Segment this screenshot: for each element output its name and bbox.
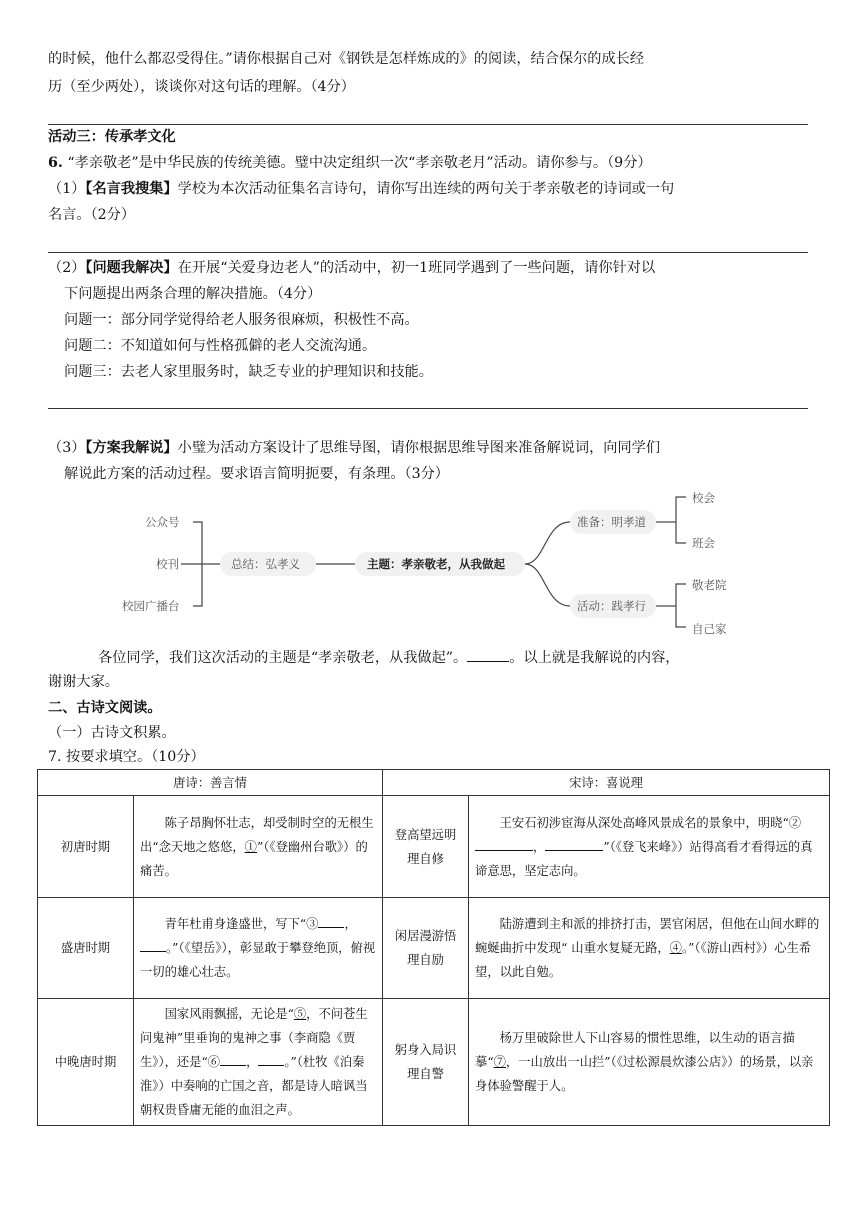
- table-row: [38, 796, 830, 898]
- activity3-title: 活动三：传承孝文化: [48, 129, 176, 145]
- act-bracket: [676, 584, 686, 627]
- theme-cell: 躬身入局识理自警: [383, 999, 469, 1126]
- mind-map: [100, 488, 750, 643]
- tang-text: ”（《登幽州台歌》）的痛苦。: [140, 839, 368, 878]
- tang-cell: [134, 999, 383, 1126]
- song-text: ，: [533, 839, 546, 854]
- problem-1: 问题一：部分同学觉得给老人服务很麻烦，积极性不高。: [64, 312, 419, 328]
- center-node: 主题：孝亲敬老，从我做起: [367, 557, 505, 571]
- connector: [525, 522, 570, 564]
- blank-6a[interactable]: [220, 1051, 246, 1066]
- leaf-xiaohui: 校会: [692, 491, 715, 505]
- table-row: [38, 999, 830, 1126]
- tang-text: 陈子昂胸怀壮志，却受制时空的无根生出“念天地之悠悠，: [140, 815, 374, 854]
- speech-line-2: 谢谢大家。: [48, 674, 119, 690]
- song-text: ，一山放出一山拦”（《过松源晨炊漆公店》）的场景，以亲身体验警醒于人。: [475, 1055, 814, 1093]
- speech-part-a: 各位同学，我们这次活动的主题是“孝亲敬老，从我做起”。: [98, 650, 468, 666]
- period-cell: 初唐时期: [38, 796, 134, 898]
- q6-p3-prefix: （3）: [48, 440, 86, 456]
- q6-p2-bracket: 【问题我解决】: [85, 260, 178, 276]
- prep-bracket: [676, 497, 686, 543]
- song-text: 陆游遭到主和派的排挤打击，罢官闲居，但他在山间水畔的蜿蜒曲折中发现“ 山重水复疑无路，: [475, 917, 820, 955]
- q6-p1-prefix: （1）: [48, 181, 86, 197]
- q6-p1-line-2: 名言。（2分）: [48, 207, 136, 223]
- q5-line-2: 历（至少两处），谈谈你对这句话的理解。（4分）: [48, 79, 355, 95]
- blank-2b[interactable]: [545, 836, 603, 851]
- tang-cell: [134, 796, 383, 898]
- blank-7[interactable]: ⑦: [493, 1055, 506, 1069]
- blank-3a[interactable]: [318, 913, 344, 928]
- problem-2: 问题二：不知道如何与性格孤僻的老人交流沟通。: [64, 338, 377, 354]
- song-text: 。”（《游山西村》）心生希望，以此自勉。: [475, 941, 812, 979]
- song-cell: [469, 796, 830, 898]
- speech-blank[interactable]: [467, 647, 509, 662]
- summary-node: 总结：弘孝义: [231, 557, 300, 571]
- q6-p1-text: 学校为本次活动征集名言诗句，请你写出连续的两句关于孝亲敬老的诗词或一句: [177, 181, 675, 197]
- leaf-xiaokan: 校刊: [156, 557, 179, 571]
- q6-p2-prefix: （2）: [48, 260, 86, 276]
- answer-line: [48, 408, 808, 409]
- speech-line-1: [98, 647, 679, 668]
- section2-sub: （一）古诗文积累。: [48, 725, 176, 741]
- q6-p1-bracket: 【名言我搜集】: [85, 181, 178, 197]
- theme-cell: 登高望远明理自修: [383, 796, 469, 898]
- q7-title: 7. 按要求填空。（10分）: [48, 749, 205, 765]
- tang-text: 。”（杜牧《泊秦淮》）中奏响的亡国之音，都是诗人暗讽当朝权贵昏庸无能的血泪之声。: [140, 1055, 368, 1117]
- table-header-row: [38, 770, 830, 796]
- q5-line-1: 的时候，他什么都忍受得住。”请你根据自己对《钢铁是怎样炼成的》的阅读，结合保尔的成长经: [48, 51, 645, 67]
- header-tang: 唐诗：善言情: [38, 770, 383, 796]
- period-cell: 中晚唐时期: [38, 999, 134, 1126]
- period-cell: 盛唐时期: [38, 898, 134, 999]
- q6-p3-line-2: 解说此方案的活动过程。要求语言简明扼要，有条理。（3分）: [64, 466, 449, 482]
- q6-p1-line-1: [48, 179, 674, 199]
- answer-line: [48, 252, 808, 253]
- tang-text: 青年杜甫身逢盛世，写下“③: [164, 917, 319, 931]
- blank-3b[interactable]: [140, 937, 166, 952]
- q6-p3-text: 小璧为活动方案设计了思维导图，请你根据思维导图来准备解说词，向同学们: [177, 440, 661, 456]
- q6-intro-text: “孝亲敬老”是中华民族的传统美德。璧中决定组织一次“孝亲敬老月”活动。请你参与。（9分）: [62, 155, 652, 171]
- tang-text: ，不问苍生问鬼神”里垂询的鬼神之事（李商隐《贾生》），还是“⑥: [140, 1007, 368, 1069]
- section2-title: 二、古诗文阅读。: [48, 700, 162, 716]
- header-song: 宋诗：喜说理: [383, 770, 830, 796]
- q6-p3-line-1: [48, 438, 660, 458]
- song-text: 王安石初涉宦海从深处高峰风景成名的景象中，明晓“②: [499, 815, 802, 830]
- tang-text: ，: [344, 917, 357, 931]
- leaf-gongzhonghao: 公众号: [145, 515, 180, 529]
- song-cell: [469, 898, 830, 999]
- blank-6b[interactable]: [258, 1051, 284, 1066]
- leaf-banhui: 班会: [692, 536, 715, 550]
- tang-text: 国家风雨飘摇，无论是“: [164, 1007, 294, 1021]
- song-text: 杨万里破除世人下山容易的惯性思维，以生动的语言描摹“: [475, 1031, 795, 1069]
- q6-number: 6.: [48, 155, 63, 171]
- song-cell: [469, 999, 830, 1126]
- q6-p3-bracket: 【方案我解说】: [85, 440, 178, 456]
- answer-line: [48, 124, 808, 125]
- prep-node: 准备：明孝道: [577, 515, 646, 529]
- q6-p2-text: 在开展“关爱身边老人”的活动中，初一1班同学遇到了一些问题，请你针对以: [177, 260, 656, 276]
- leaf-guangbotai: 校园广播台: [122, 599, 180, 613]
- q6-intro: [48, 153, 652, 173]
- theme-cell: 闲居漫游悟理自励: [383, 898, 469, 999]
- table-row: [38, 898, 830, 999]
- blank-2a[interactable]: [475, 836, 533, 851]
- leaf-jinglaoyuan: 敬老院: [692, 578, 727, 592]
- tang-cell: [134, 898, 383, 999]
- q6-p2-line-2: 下问题提出两条合理的解决措施。（4分）: [64, 286, 322, 302]
- poetry-table: [37, 769, 830, 1126]
- blank-1[interactable]: ①: [244, 839, 257, 854]
- connector: [525, 564, 570, 606]
- tang-text: ，: [246, 1055, 259, 1069]
- speech-part-b: 。以上就是我解说的内容，: [509, 650, 680, 666]
- blank-5[interactable]: ⑤: [293, 1007, 307, 1021]
- leaf-zijijia: 自己家: [692, 622, 727, 636]
- q6-p2-line-1: [48, 258, 655, 278]
- act-node: 活动：践孝行: [577, 599, 646, 613]
- tang-text: 。”（《望岳》），彰显敢于攀登绝顶，俯视一切的雄心壮志。: [140, 941, 376, 979]
- blank-4[interactable]: ④: [669, 941, 682, 955]
- song-text: ”（《登飞来峰》）站得高看才看得远的真谛意思，坚定志向。: [475, 839, 813, 878]
- problem-3: 问题三：去老人家里服务时，缺乏专业的护理知识和技能。: [64, 364, 433, 380]
